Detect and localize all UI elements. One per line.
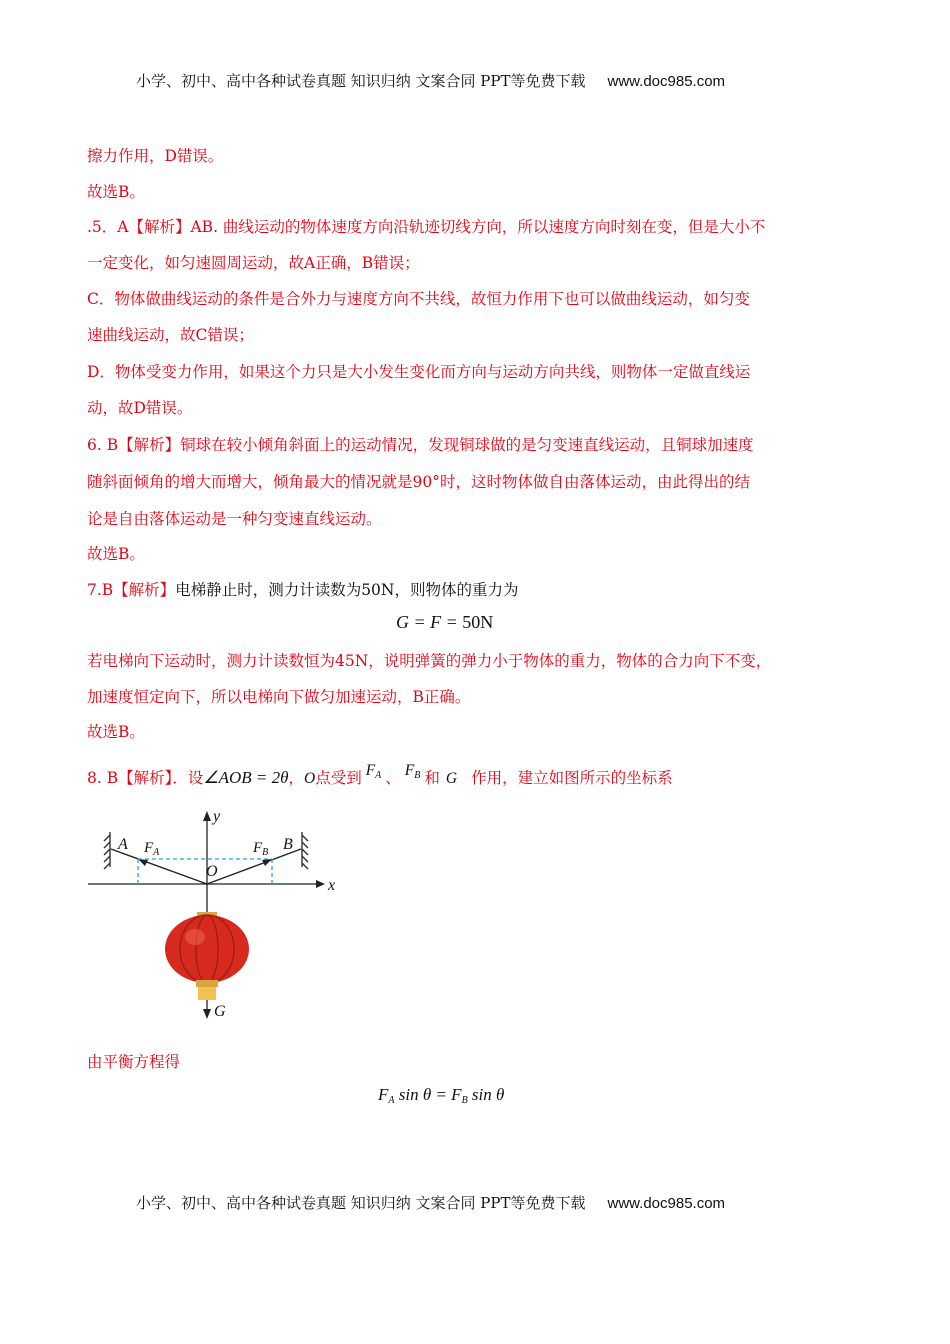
equation-gravity: G = F = 50N	[396, 612, 494, 632]
page-footer	[136, 1192, 725, 1213]
x-axis-arrow	[316, 880, 325, 888]
text-line: 速曲线运动，故C错误；	[87, 326, 254, 344]
q8-intro: 8. B【解析】．设∠AOB = 2θ，O点受到 $F^A$ 、 $F^B$ 和 G 作用，建立如图所示的坐标系	[87, 762, 673, 787]
wall-a	[104, 832, 110, 869]
text-line: 由平衡方程得	[87, 1053, 181, 1071]
text-line: 随斜面倾角的增大而增大，倾角最大的情况就是90°时，这时物体做自由落体运动，由此得出的结	[87, 473, 750, 491]
label-fb: $F_B$	[253, 840, 269, 858]
y-axis-arrow	[203, 811, 211, 821]
label-y: y	[213, 808, 221, 825]
label-a: A	[118, 836, 128, 853]
text-line: .5．A【解析】AB. 曲线运动的物体速度方向沿轨迹切线方向，所以速度方向时刻在变，但是大小不	[87, 218, 766, 236]
text-line: 动，故D错误。	[87, 399, 193, 417]
text-line: 6. B【解析】铜球在较小倾角斜面上的运动情况，发现铜球做的是匀变速直线运动，且铜球加速度	[87, 436, 754, 454]
text-line: 擦力作用，D错误。	[87, 147, 224, 165]
text-line: C．物体做曲线运动的条件是合外力与速度方向不共线，故恒力作用下也可以做曲线运动，如匀变	[87, 290, 750, 308]
gravity-arrow	[203, 1009, 211, 1019]
footer-title: 小学、初中、高中各种试卷真题 知识归纳 文案合同 PPT等免费下载	[136, 1194, 586, 1212]
equation-balance: $F_A$ $\sin \theta = F_B$ sin θ	[378, 1085, 505, 1106]
label-g: G	[214, 1003, 226, 1020]
text-line: 论是自由落体运动是一种匀变速直线运动。	[87, 510, 382, 528]
label-o: O	[206, 863, 218, 880]
page-header	[136, 70, 725, 91]
header-title: 小学、初中、高中各种试卷真题 知识归纳 文案合同 PPT等免费下载	[136, 72, 586, 90]
footer-site[interactable]: www.doc985.com	[607, 1195, 726, 1212]
label-x: x	[328, 877, 336, 894]
lantern	[165, 912, 249, 1000]
component-guides	[138, 859, 272, 884]
text-line: 一定变化，如匀速圆周运动，故A正确，B错误；	[87, 254, 420, 272]
wall-b	[302, 832, 308, 869]
text-line: D．物体受变力作用，如果这个力只是大小发生变化而方向与运动方向共线，则物体一定做直线运	[87, 363, 751, 381]
q7-intro: 7.B【解析】电梯静止时，测力计读数为50N，则物体的重力为	[87, 581, 519, 599]
label-fa: $F_A$	[144, 840, 160, 858]
label-b: B	[283, 836, 293, 853]
fa-arrow	[138, 859, 148, 866]
text-line: 若电梯向下运动时，测力计读数恒为45N，说明弹簧的弹力小于物体的重力，物体的合力向下不变，	[87, 652, 772, 670]
text-line: 故选B。	[87, 183, 145, 201]
text-line: 加速度恒定向下，所以电梯向下做匀加速运动，B正确。	[87, 688, 471, 706]
force-diagram	[80, 805, 350, 1030]
text-line: 故选B。	[87, 545, 145, 563]
text-line: 故选B。	[87, 723, 145, 741]
fb-arrow	[262, 859, 272, 866]
header-site[interactable]: www.doc985.com	[607, 73, 726, 90]
